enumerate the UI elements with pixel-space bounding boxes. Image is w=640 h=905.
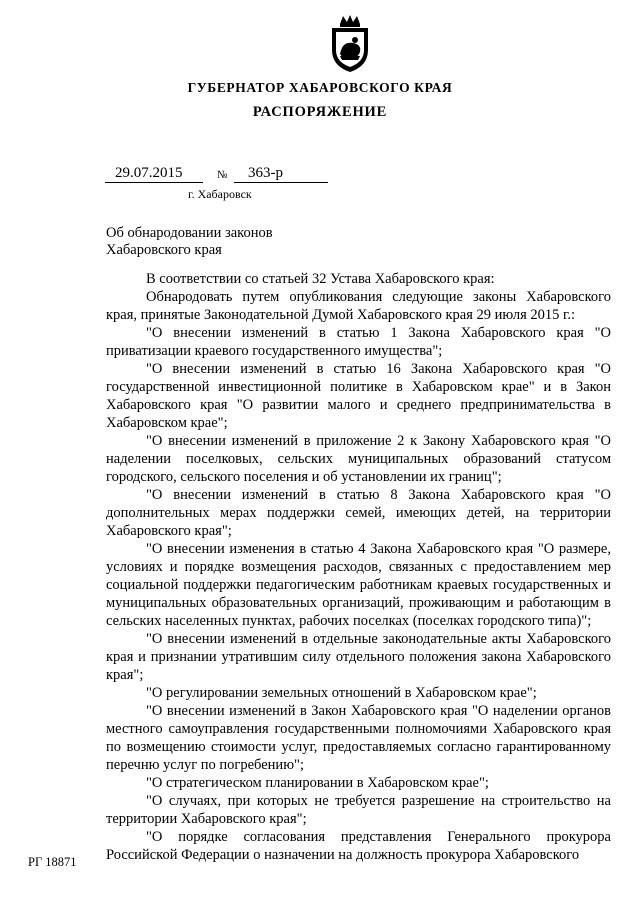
body-paragraph: В соответствии со статьей 32 Устава Хабаровского края: xyxy=(146,271,495,287)
registration-code: РГ 18871 xyxy=(28,855,77,869)
law-item: "О случаях, при которых не требуется разрешение на строительство на территории Хабаровского края"; xyxy=(106,793,611,827)
law-item: "О порядке согласования представления Генерального прокурора Российской Федерации о назначении на должность прокурора Хабаровского xyxy=(106,829,611,863)
law-item: "О внесении изменений в приложение 2 к Закону Хабаровского края "О наделении поселковых, сельских муниципальных образований статусом городского, сельского поселения и об установлении их границ"; xyxy=(106,433,611,485)
governor-title: ГУБЕРНАТОР ХАБАРОВСКОГО КРАЯ xyxy=(187,80,453,95)
document-date: 29.07.2015 xyxy=(105,165,203,183)
coat-of-arms-icon xyxy=(328,14,372,74)
law-item: "О внесении изменений в отдельные законодательные акты Хабаровского края и признании утратившим силу отдельного положения закона Хабаровского края"; xyxy=(106,631,611,683)
law-item: "О внесении изменений в статью 8 Закона Хабаровского края "О дополнительных мерах поддержки семей, имеющих детей, на территории Хабаровского края"; xyxy=(106,487,611,539)
law-item: "О внесении изменения в статью 4 Закона Хабаровского края "О размере, условиях и порядке возмещения расходов, связанных с предоставлением мер социальной поддержки педагогическим работникам краевых государственных и муниципальных образовательных организаций, проживающим и работающим в сельских населенных пунктах, рабочих поселках (поселках городского типа)"; xyxy=(106,541,611,629)
subject-line: Хабаровского края xyxy=(106,242,222,258)
law-item: "О внесении изменений в статью 16 Закона Хабаровского края "О государственной инвестиционной политике в Хабаровском крае" и в Закон Хабаровского края "О развитии малого и среднего предпринимательства в Хабаровском крае"; xyxy=(106,361,611,431)
document-subject xyxy=(106,225,273,259)
law-item: "О регулировании земельных отношений в Хабаровском крае"; xyxy=(146,685,537,701)
law-item: "О внесении изменений в статью 1 Закона Хабаровского края "О приватизации краевого государственного имущества"; xyxy=(106,325,611,359)
law-item: "О внесении изменений в Закон Хабаровского края "О наделении органов местного самоуправления государственными полномочиями Хабаровского края по возмещению стоимости услуг, предоставляемых согласно гарантированному перечню услуг по погребению"; xyxy=(106,703,611,773)
document-body xyxy=(106,270,611,864)
law-item: "О стратегическом планировании в Хабаровском крае"; xyxy=(146,775,489,791)
document-number: 363-р xyxy=(234,165,328,183)
document-type: РАСПОРЯЖЕНИЕ xyxy=(252,104,388,120)
body-paragraph: Обнародовать путем опубликования следующие законы Хабаровского края, принятые Законодательной Думой Хабаровского края 29 июля 2015 г.: xyxy=(106,289,611,323)
document-city: г. Хабаровск xyxy=(188,187,252,201)
number-sign: № xyxy=(217,169,228,181)
subject-line: Об обнародовании законов xyxy=(106,225,273,241)
